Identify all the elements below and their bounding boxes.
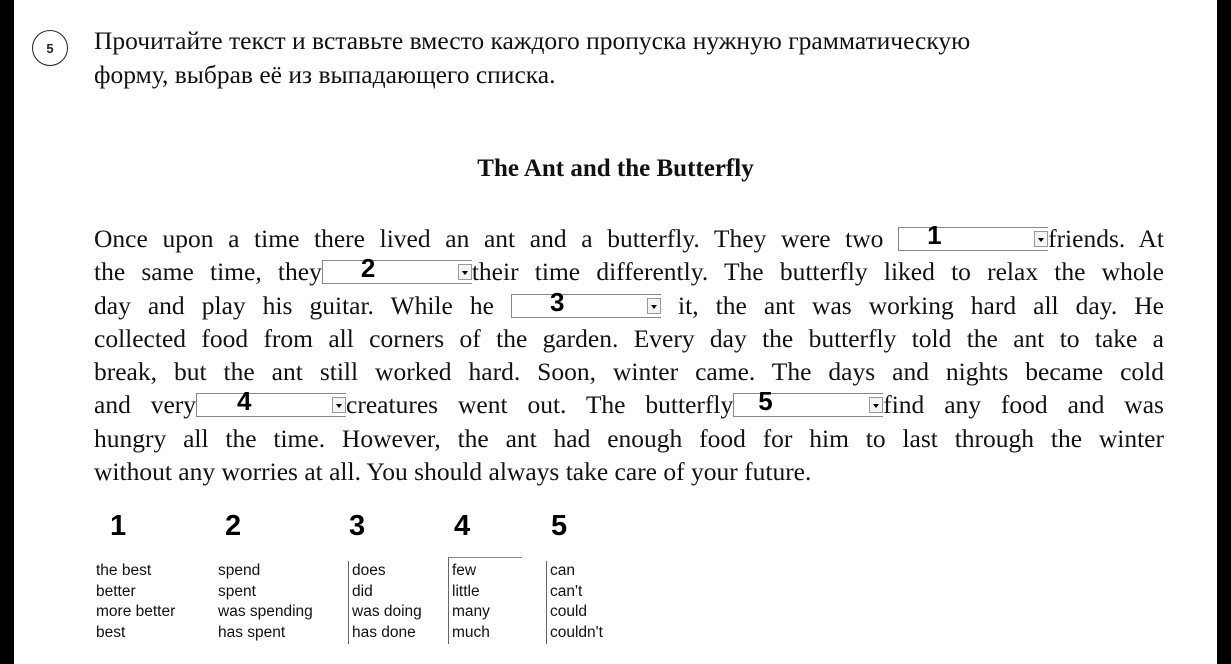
story-text-fragment: day and play his guitar. While he (94, 290, 494, 320)
option-item[interactable]: can (550, 562, 575, 579)
blank-5-dropdown[interactable] (733, 386, 883, 417)
option-column-2-header: 2 (225, 510, 242, 542)
story-line-7: hungry all the time. However, the ant had enough food for him to last through the winter (94, 423, 1164, 453)
task-instruction (94, 24, 1194, 92)
option-item[interactable]: was doing (352, 603, 422, 621)
option-item[interactable]: spent (218, 582, 256, 600)
dropdown-arrow-icon[interactable] (1034, 231, 1048, 247)
task-number-badge: 5 (32, 30, 68, 66)
blank-4-dropdown[interactable] (196, 386, 346, 417)
story-text-fragment: it, the ant was working hard all day. He (678, 290, 1164, 320)
dropdown-arrow-icon[interactable] (458, 264, 472, 280)
story-text-fragment: the same time, they (94, 257, 322, 287)
blank-2-dropdown[interactable] (322, 253, 472, 284)
blank-4-label: 4 (237, 386, 252, 417)
option-item[interactable]: more better (96, 603, 176, 621)
option-list-5 (546, 561, 603, 644)
blank-2-label: 2 (360, 253, 376, 284)
story-text-fragment: find any food and was (883, 390, 1164, 420)
option-list-4 (448, 557, 522, 644)
option-item[interactable]: much (452, 624, 490, 642)
option-column-1-header: 1 (110, 510, 127, 542)
instruction-line-1: Прочитайте текст и вставьте вместо каждого пропуска нужную грамматическую (94, 26, 971, 55)
story-line-8: without any worries at all. You should always take care of your future. (94, 457, 812, 487)
option-item[interactable]: few (452, 562, 477, 579)
blank-3-label: 3 (550, 286, 565, 317)
story-text-fragment: their time differently. The butterfly liked to relax the whole (471, 257, 1165, 287)
option-list-2 (218, 561, 313, 644)
option-item[interactable]: many (452, 603, 490, 621)
story-title: The Ant and the Butterfly (477, 155, 754, 182)
blank-1-label: 1 (927, 220, 942, 250)
option-item[interactable]: has spent (218, 624, 286, 642)
option-column-5-header: 5 (551, 510, 568, 542)
story-text-fragment: Once upon a time there lived an ant and a butterfly. They were two (94, 224, 884, 253)
option-item[interactable]: was spending (218, 603, 313, 621)
option-item[interactable]: little (452, 582, 480, 600)
option-list-1 (96, 561, 175, 644)
dropdown-arrow-icon[interactable] (332, 397, 346, 413)
option-item[interactable]: spend (218, 562, 261, 579)
blank-5-label: 5 (758, 386, 773, 417)
option-item[interactable]: better (96, 582, 136, 600)
worksheet-page (14, 0, 1217, 664)
option-item[interactable]: has done (352, 624, 416, 642)
story-line-3 (94, 286, 1164, 322)
option-item[interactable]: the best (96, 562, 152, 579)
dropdown-arrow-icon[interactable] (647, 298, 661, 314)
blank-3-dropdown[interactable] (511, 286, 661, 318)
story-line-2 (94, 255, 1164, 288)
story-text-fragment: and very (94, 390, 197, 420)
story-line-5: break, but the ant still worked hard. Soon, winter came. The days and nights became cold (94, 357, 1164, 387)
option-list-3 (348, 561, 422, 644)
option-item[interactable]: can't (550, 582, 583, 600)
story-line-1 (94, 222, 1164, 255)
story-line-4: collected food from all corners of the garden. Every day the butterfly told the ant to take a (94, 323, 1164, 353)
option-item[interactable]: does (352, 562, 386, 579)
story-text (94, 222, 1164, 488)
option-column-4-header: 4 (454, 510, 471, 542)
blank-1-dropdown[interactable] (898, 220, 1048, 251)
option-item[interactable]: couldn't (550, 624, 603, 642)
story-text-fragment: friends. At (1048, 224, 1165, 253)
option-item[interactable]: best (96, 624, 126, 642)
story-line-6 (94, 388, 1164, 421)
option-item[interactable]: could (550, 603, 588, 621)
instruction-line-2: форму, выбрав её из выпадающего списка. (94, 60, 556, 89)
story-text-fragment: creatures went out. The butterfly (346, 390, 734, 420)
dropdown-arrow-icon[interactable] (869, 397, 883, 413)
option-item[interactable]: did (352, 582, 373, 600)
option-column-3-header: 3 (349, 510, 366, 542)
